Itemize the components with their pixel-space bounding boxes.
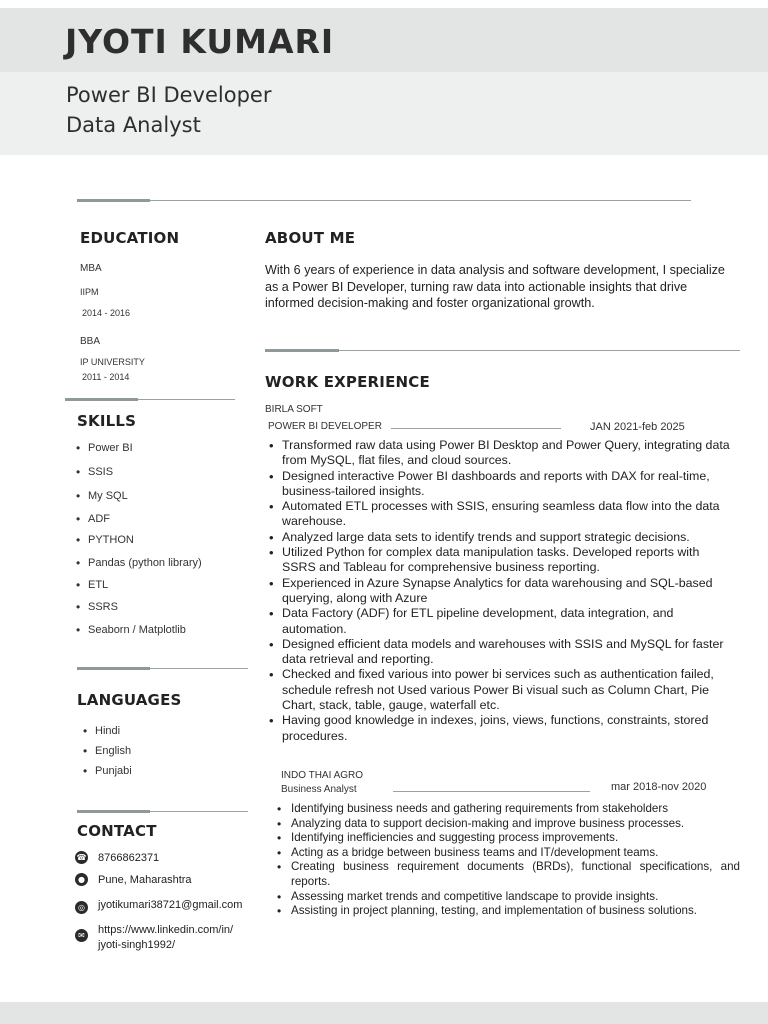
contact-phone [75, 851, 159, 866]
job-2-bullet: • Creating business requirement documents (BRDs), functional specifications, and reports. [273, 860, 740, 889]
language-item: • English [95, 745, 131, 757]
education-degree-2: BBA [80, 336, 101, 347]
location-pin-icon: ● [75, 873, 88, 886]
job-company-1: BIRLA SOFT [265, 404, 323, 415]
job-1-bullets [266, 438, 736, 744]
job-2-line [393, 791, 590, 792]
job-1-bullet: • Checked and fixed various into power bi services such as authentication failed, schedule refresh not Used various Power Bi visual such as Column Chart, Pie Chart, stack, table, gauge, waterfall etc. [266, 667, 736, 713]
skill-item: • PYTHON [88, 534, 134, 546]
education-degree-1: MBA [80, 263, 102, 274]
contact-divider-accent [77, 810, 150, 813]
job-2-bullet: • Identifying inefficiencies and suggesting process improvements. [273, 831, 740, 846]
candidate-name: JYOTI KUMARI [65, 22, 335, 61]
job-position-2: Business Analyst [281, 784, 357, 795]
work-heading: WORK EXPERIENCE [265, 373, 430, 391]
language-item: • Punjabi [95, 765, 132, 777]
job-1-bullet: • Analyzed large data sets to identify trends and support strategic decisions. [266, 530, 736, 545]
about-text: With 6 years of experience in data analysis and software development, I specialize as a Power BI Developer, turning raw data into actionable insights that drive informed decision-making and foster organizational growth. [265, 263, 725, 310]
about-divider-accent [265, 349, 339, 352]
role-title-2: Data Analyst [66, 113, 201, 137]
linkedin-line-2[interactable]: jyoti-singh1992/ [98, 938, 176, 951]
skill-item: • SSIS [88, 466, 113, 478]
skill-item: • ETL [88, 579, 108, 591]
top-divider [77, 200, 691, 201]
linkedin-text[interactable] [98, 923, 233, 952]
skill-item: • Seaborn / Matplotlib [88, 624, 186, 636]
skill-item: • Pandas (python library) [88, 557, 202, 569]
email-text[interactable]: jyotikumari38721@gmail.com [98, 899, 243, 911]
skill-item: • Power BI [88, 442, 133, 454]
job-dates-1: JAN 2021-feb 2025 [590, 421, 685, 433]
job-2-bullets [273, 802, 740, 919]
job-1-bullet: • Utilized Python for complex data manipulation tasks. Developed reports with SSRS and Tableau for comprehensive business reporting. [266, 545, 736, 576]
education-institution-2: IP UNIVERSITY [80, 357, 145, 367]
skill-item: • SSRS [88, 601, 118, 613]
job-1-bullet: • Designed efficient data models and warehouses with SSIS and MySQL for faster data retrieval and reporting. [266, 637, 736, 668]
job-2-bullet: • Identifying business needs and gathering requirements from stakeholders [273, 802, 740, 817]
job-2-bullet: • Assessing market trends and competitive landscape to provide insights. [273, 890, 740, 905]
job-2-bullet: • Assisting in project planning, testing, and implementation of business solutions. [273, 904, 740, 919]
languages-heading: LANGUAGES [77, 691, 182, 709]
contact-heading: CONTACT [77, 822, 157, 840]
linkedin-line-1[interactable]: https://www.linkedin.com/in/ [98, 924, 234, 936]
education-institution-1: IIPM [80, 287, 99, 297]
skills-heading: SKILLS [77, 412, 137, 430]
skill-item: • My SQL [88, 490, 128, 502]
globe-icon: ◎ [75, 901, 88, 914]
about-heading: ABOUT ME [265, 229, 356, 247]
education-years-1: 2014 - 2016 [82, 308, 131, 318]
job-1-line [391, 428, 561, 429]
skills-divider-accent [65, 398, 138, 401]
footer-band [0, 1002, 768, 1024]
language-item: • Hindi [95, 725, 120, 737]
job-1-bullet: • Data Factory (ADF) for ETL pipeline development, data integration, and automation. [266, 606, 736, 637]
job-1-bullet: • Experienced in Azure Synapse Analytics for data warehousing and SQL-based querying, along with Azure [266, 576, 736, 607]
education-heading: EDUCATION [80, 229, 180, 247]
education-years-2: 2011 - 2014 [82, 372, 130, 382]
job-2-bullet: • Analyzing data to support decision-making and improve business processes. [273, 817, 740, 832]
top-divider-accent [77, 199, 150, 202]
contact-location [75, 873, 192, 888]
mail-icon: ✉ [75, 929, 88, 942]
job-1-bullet: • Designed interactive Power BI dashboards and reports with DAX for real-time, business-tailored insights. [266, 469, 736, 500]
contact-email [75, 898, 242, 914]
job-dates-2: mar 2018-nov 2020 [611, 781, 707, 793]
contact-linkedin [75, 923, 233, 952]
phone-icon: ☎ [76, 853, 87, 862]
job-1-bullet: • Transformed raw data using Power BI Desktop and Power Query, integrating data from MySQL, flat files, and cloud sources. [266, 438, 736, 469]
job-1-bullet: • Having good knowledge in indexes, joins, views, functions, constraints, stored procedures. [266, 713, 736, 744]
job-company-2: INDO THAI AGRO [281, 770, 364, 781]
languages-divider-accent [77, 667, 150, 670]
top-margin [0, 0, 768, 8]
job-2-bullet: • Acting as a bridge between business teams and IT/development teams. [273, 846, 740, 861]
skill-item: • ADF [88, 513, 110, 525]
job-1-bullet: • Automated ETL processes with SSIS, ensuring seamless data flow into the data warehouse. [266, 499, 736, 530]
phone-text: 8766862371 [98, 852, 160, 864]
location-text: Pune, Maharashtra [98, 874, 192, 886]
job-position-1: POWER BI DEVELOPER [268, 421, 382, 432]
role-title-1: Power BI Developer [66, 83, 272, 107]
